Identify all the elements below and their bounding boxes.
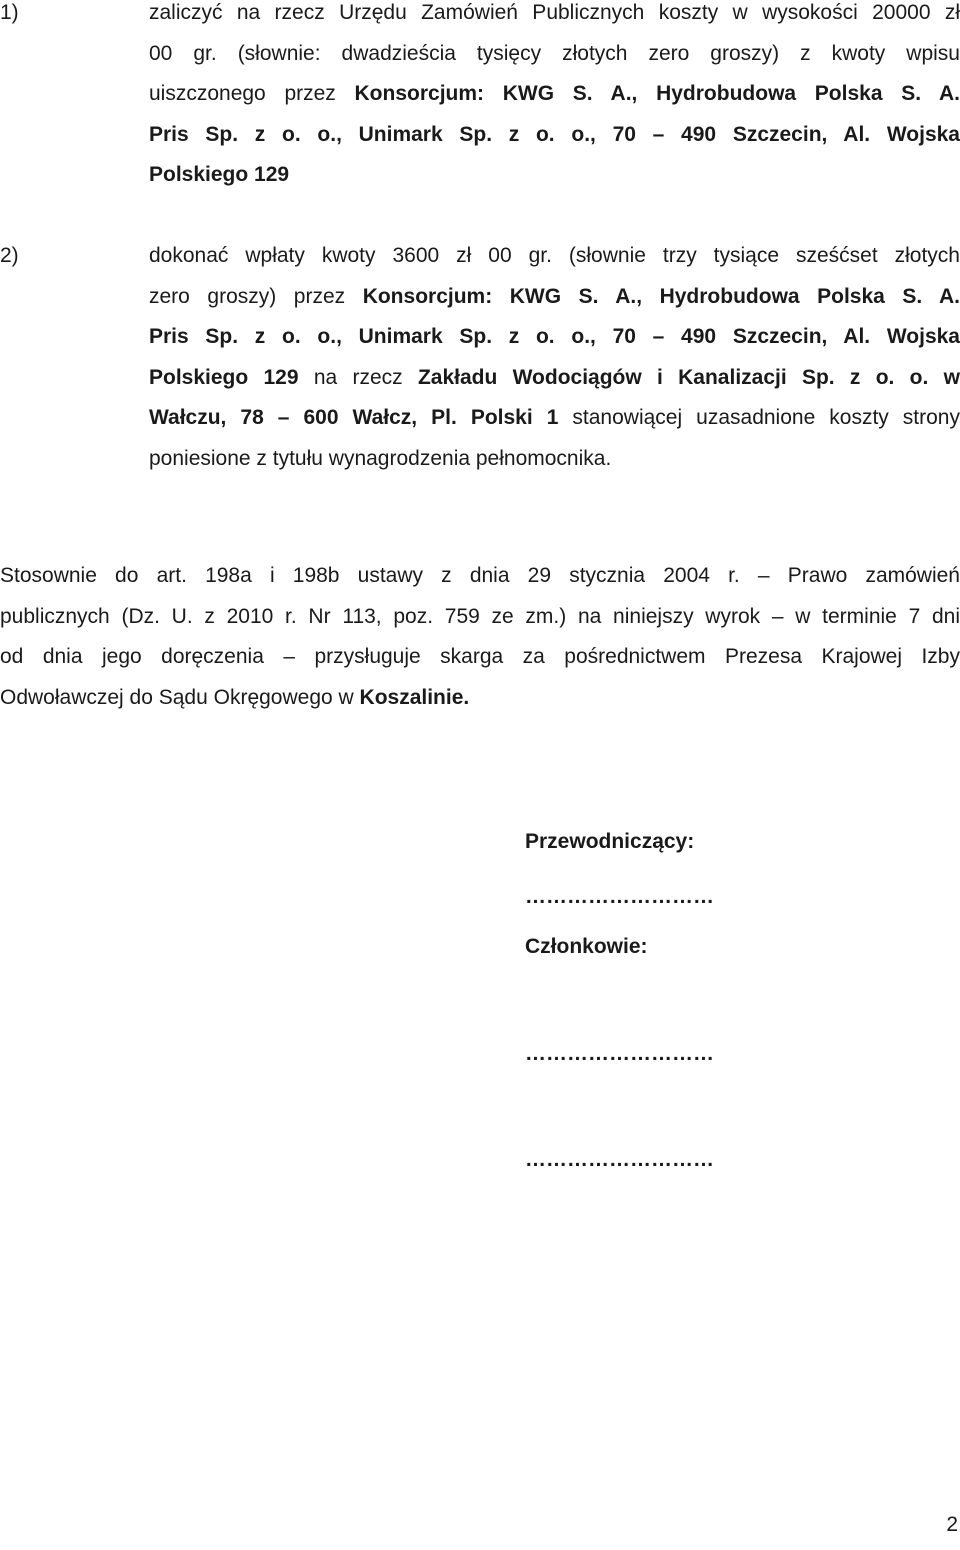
notice-line-2 [0,597,960,638]
item-number: 2) [0,244,19,267]
text-run-bold: Koszalinie. [359,685,470,709]
text-run: publicznych (Dz. U. z 2010 r. Nr 113, poz. 759 ze zm.) na niniejszy wyrok – w terminie 7 dni [0,604,960,628]
item-2-line-6 [149,439,960,480]
text-run: na rzecz [298,365,418,389]
item-2-line-2 [149,277,960,318]
members-label: Członkowie: [525,935,648,958]
item-number: 1) [0,1,19,24]
page-number: 2 [946,1513,958,1536]
text-run-bold: Konsorcjum: KWG S. A., Hydrobudowa Polska S. A. [354,82,960,105]
member-signature-line-2: ……………………… [525,1148,714,1171]
item-1-line-3 [149,74,960,115]
text-run: stanowiącej uzasadnione koszty strony [558,406,960,429]
text-run-bold: Pris Sp. z o. o., Unimark Sp. z o. o., 70 – 490 Szczecin, Al. Wojska [149,122,960,146]
text-run: dokonać wpłaty kwoty 3600 zł 00 gr. (słownie trzy tysiące sześćset złotych [149,244,960,267]
item-1-line-4 [149,115,960,156]
item-2-line-1 [149,236,960,277]
notice-line-1 [0,556,960,597]
text-run: poniesione z tytułu wynagrodzenia pełnomocnika. [149,446,612,470]
text-run: zaliczyć na rzecz Urzędu Zamówień Publicznych koszty w wysokości 20000 zł [149,1,960,24]
item-2-line-4 [149,358,960,399]
text-run-bold: Polskiego 129 [149,163,290,186]
notice-line-3 [0,637,960,678]
text-run: Stosownie do art. 198a i 198b ustawy z dnia 29 stycznia 2004 r. – Prawo zamówień [0,564,960,587]
text-run: od dnia jego doręczenia – przysługuje skarga za pośrednictwem Prezesa Krajowej Izby [0,645,960,668]
text-run: 00 gr. (słownie: dwadzieścia tysięcy złotych zero groszy) z kwoty wpisu [149,41,960,65]
item-2-line-3 [149,317,960,358]
chair-signature-line: ……………………… [525,885,714,908]
member-signature-line-1: ……………………… [525,1042,714,1065]
text-run-bold: Polskiego 129 [149,365,299,389]
item-1-line-1 [149,0,960,34]
text-run: uiszczonego przez [149,82,355,105]
notice-line-4 [0,678,960,719]
text-run-bold: Wałczu, 78 – 600 Wałcz, Pl. Polski 1 [149,406,559,429]
text-run: zero groszy) przez [149,284,363,308]
text-run-bold: Konsorcjum: KWG S. A., Hydrobudowa Polska S. A. [362,284,960,308]
chair-label: Przewodniczący: [525,830,695,853]
item-2-line-5 [149,398,960,439]
item-1-line-5 [149,155,960,196]
text-run-bold: Zakładu Wodociągów i Kanalizacji Sp. z o. o. w [417,365,960,389]
text-run-bold: Pris Sp. z o. o., Unimark Sp. z o. o., 70 – 490 Szczecin, Al. Wojska [149,325,960,348]
item-1-line-2 [149,34,960,75]
text-run: Odwoławczej do Sądu Okręgowego w [0,685,360,709]
